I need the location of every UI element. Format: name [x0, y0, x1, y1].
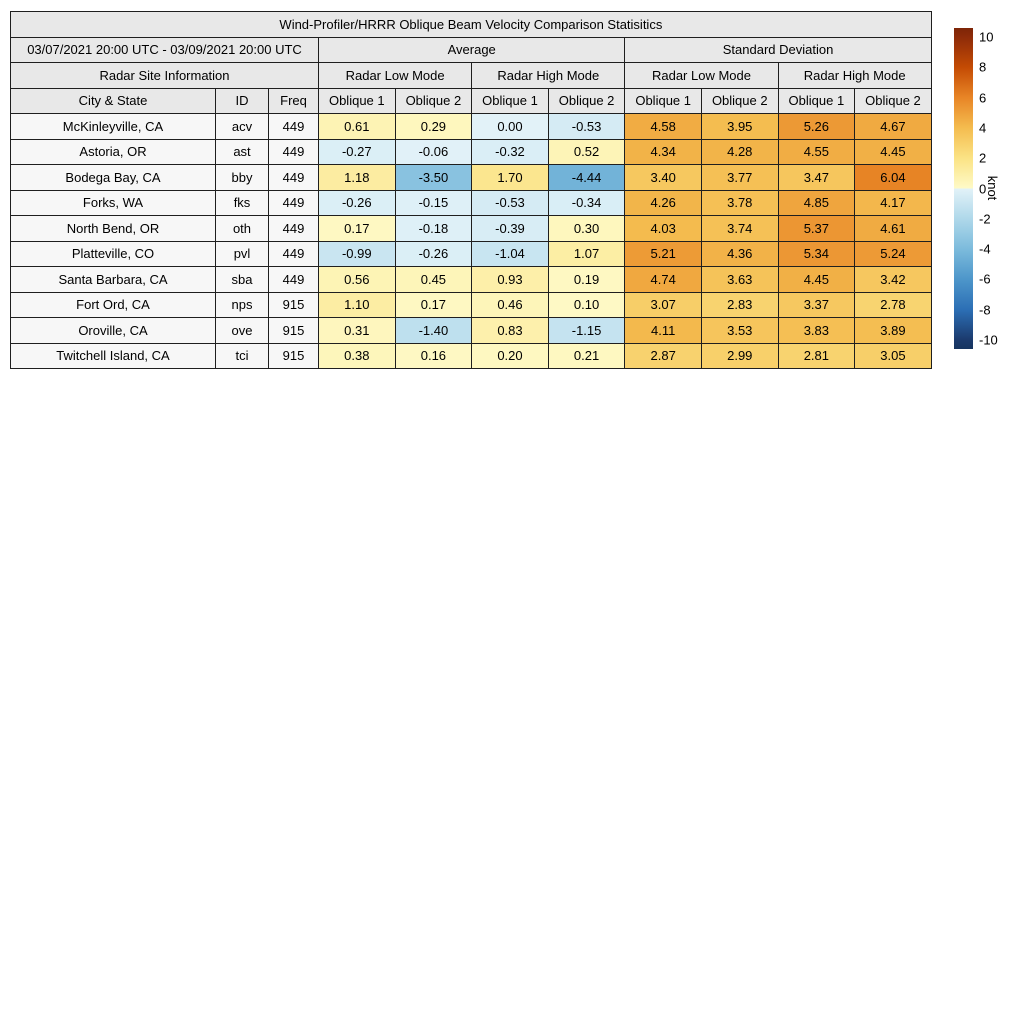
- date-range-cell: 03/07/2021 20:00 UTC - 03/09/2021 20:00 UTC: [11, 37, 319, 63]
- value-cell-sd_low_oblique2: 3.63: [701, 267, 778, 293]
- colorbar-tick-label: 8: [979, 59, 987, 75]
- city-cell: Fort Ord, CA: [11, 292, 216, 318]
- value-cell-average_low_oblique2: -3.50: [395, 165, 472, 191]
- value-cell-sd_high_oblique1: 5.26: [778, 114, 855, 140]
- statistics-table: [10, 11, 932, 369]
- id-cell: tci: [216, 343, 269, 369]
- value-cell-average_low_oblique2: -0.06: [395, 139, 472, 165]
- value-cell-sd_low_oblique1: 4.26: [625, 190, 702, 216]
- value-cell-average_low_oblique2: -1.40: [395, 318, 472, 344]
- value-cell-sd_low_oblique1: 4.58: [625, 114, 702, 140]
- value-cell-average_low_oblique1: 0.31: [319, 318, 396, 344]
- value-cell-average_low_oblique2: 0.45: [395, 267, 472, 293]
- sd-low-oblique2-header: Oblique 2: [701, 88, 778, 114]
- value-cell-average_low_oblique2: -0.26: [395, 241, 472, 267]
- avg-high-oblique2-header: Oblique 2: [548, 88, 625, 114]
- value-cell-sd_low_oblique2: 3.77: [701, 165, 778, 191]
- city-state-header: City & State: [11, 88, 216, 114]
- sd-low-mode-header: Radar Low Mode: [625, 63, 778, 89]
- column-header-row: [11, 88, 932, 114]
- group-header-row: [11, 37, 932, 63]
- value-cell-average_high_oblique1: 0.20: [472, 343, 549, 369]
- value-cell-average_low_oblique1: -0.27: [319, 139, 396, 165]
- id-cell: oth: [216, 216, 269, 242]
- table-row: [11, 292, 932, 318]
- value-cell-average_high_oblique1: -0.53: [472, 190, 549, 216]
- city-cell: Twitchell Island, CA: [11, 343, 216, 369]
- value-cell-average_high_oblique2: 1.07: [548, 241, 625, 267]
- id-cell: fks: [216, 190, 269, 216]
- value-cell-average_high_oblique1: 0.83: [472, 318, 549, 344]
- avg-high-mode-header: Radar High Mode: [472, 63, 625, 89]
- value-cell-sd_high_oblique1: 4.45: [778, 267, 855, 293]
- value-cell-average_high_oblique1: 0.00: [472, 114, 549, 140]
- table-row: [11, 114, 932, 140]
- table-title: Wind-Profiler/HRRR Oblique Beam Velocity Comparison Statisitics: [11, 12, 932, 38]
- id-cell: ove: [216, 318, 269, 344]
- value-cell-average_high_oblique1: -0.39: [472, 216, 549, 242]
- freq-cell: 449: [269, 267, 319, 293]
- value-cell-average_low_oblique1: 0.61: [319, 114, 396, 140]
- title-row: [11, 12, 932, 38]
- value-cell-average_low_oblique2: 0.17: [395, 292, 472, 318]
- freq-cell: 449: [269, 165, 319, 191]
- value-cell-sd_high_oblique2: 6.04: [855, 165, 932, 191]
- table-row: [11, 318, 932, 344]
- colorbar-tick-label: 10: [979, 29, 994, 45]
- city-cell: Forks, WA: [11, 190, 216, 216]
- value-cell-average_low_oblique1: 0.56: [319, 267, 396, 293]
- city-cell: Astoria, OR: [11, 139, 216, 165]
- colorbar-tick-label: 4: [979, 120, 987, 136]
- id-cell: bby: [216, 165, 269, 191]
- avg-low-mode-header: Radar Low Mode: [319, 63, 472, 89]
- value-cell-average_low_oblique2: -0.18: [395, 216, 472, 242]
- value-cell-sd_high_oblique2: 2.78: [855, 292, 932, 318]
- table-row: [11, 241, 932, 267]
- freq-header: Freq: [269, 88, 319, 114]
- freq-cell: 449: [269, 216, 319, 242]
- value-cell-sd_high_oblique2: 3.05: [855, 343, 932, 369]
- freq-cell: 449: [269, 190, 319, 216]
- id-cell: pvl: [216, 241, 269, 267]
- average-header: Average: [319, 37, 625, 63]
- colorbar-tick-label: 0: [979, 181, 987, 196]
- value-cell-sd_low_oblique1: 4.34: [625, 139, 702, 165]
- value-cell-sd_high_oblique2: 4.61: [855, 216, 932, 242]
- value-cell-sd_low_oblique2: 2.99: [701, 343, 778, 369]
- value-cell-average_low_oblique2: -0.15: [395, 190, 472, 216]
- value-cell-average_high_oblique2: -4.44: [548, 165, 625, 191]
- id-cell: sba: [216, 267, 269, 293]
- freq-cell: 915: [269, 292, 319, 318]
- value-cell-sd_high_oblique1: 3.83: [778, 318, 855, 344]
- value-cell-sd_high_oblique1: 3.47: [778, 165, 855, 191]
- id-header: ID: [216, 88, 269, 114]
- value-cell-average_high_oblique2: 0.19: [548, 267, 625, 293]
- value-cell-sd_low_oblique1: 4.74: [625, 267, 702, 293]
- value-cell-average_high_oblique2: 0.21: [548, 343, 625, 369]
- colorbar-unit-label: knot: [985, 175, 1000, 201]
- table-row: [11, 216, 932, 242]
- value-cell-average_high_oblique1: -0.32: [472, 139, 549, 165]
- value-cell-average_high_oblique2: -0.53: [548, 114, 625, 140]
- value-cell-sd_low_oblique2: 3.78: [701, 190, 778, 216]
- table-row: [11, 165, 932, 191]
- value-cell-sd_high_oblique2: 4.17: [855, 190, 932, 216]
- value-cell-sd_low_oblique2: 3.53: [701, 318, 778, 344]
- colorbar-tick-label: -8: [979, 302, 991, 318]
- value-cell-average_low_oblique1: 0.17: [319, 216, 396, 242]
- value-cell-average_low_oblique2: 0.16: [395, 343, 472, 369]
- value-cell-average_low_oblique2: 0.29: [395, 114, 472, 140]
- value-cell-sd_high_oblique1: 3.37: [778, 292, 855, 318]
- value-cell-average_high_oblique1: 0.93: [472, 267, 549, 293]
- avg-low-oblique1-header: Oblique 1: [319, 88, 396, 114]
- value-cell-average_high_oblique1: 0.46: [472, 292, 549, 318]
- table-row: [11, 139, 932, 165]
- sd-low-oblique1-header: Oblique 1: [625, 88, 702, 114]
- avg-high-oblique1-header: Oblique 1: [472, 88, 549, 114]
- mode-header-row: [11, 63, 932, 89]
- value-cell-sd_low_oblique1: 4.03: [625, 216, 702, 242]
- colorbar-tick-label: -6: [979, 271, 991, 287]
- city-cell: McKinleyville, CA: [11, 114, 216, 140]
- value-cell-average_high_oblique2: -1.15: [548, 318, 625, 344]
- city-cell: North Bend, OR: [11, 216, 216, 242]
- value-cell-sd_high_oblique2: 5.24: [855, 241, 932, 267]
- value-cell-sd_high_oblique1: 4.85: [778, 190, 855, 216]
- colorbar-tick-label: -2: [979, 211, 991, 227]
- colorbar-tick-label: -4: [979, 241, 991, 257]
- table-body: [11, 114, 932, 369]
- value-cell-sd_low_oblique2: 4.36: [701, 241, 778, 267]
- value-cell-average_high_oblique2: 0.30: [548, 216, 625, 242]
- std-dev-header: Standard Deviation: [625, 37, 931, 63]
- value-cell-average_low_oblique1: -0.26: [319, 190, 396, 216]
- freq-cell: 915: [269, 318, 319, 344]
- value-cell-sd_low_oblique1: 3.07: [625, 292, 702, 318]
- value-cell-sd_high_oblique1: 5.34: [778, 241, 855, 267]
- value-cell-sd_high_oblique2: 3.89: [855, 318, 932, 344]
- freq-cell: 915: [269, 343, 319, 369]
- value-cell-sd_low_oblique1: 5.21: [625, 241, 702, 267]
- sd-high-oblique1-header: Oblique 1: [778, 88, 855, 114]
- id-cell: nps: [216, 292, 269, 318]
- value-cell-sd_high_oblique1: 5.37: [778, 216, 855, 242]
- value-cell-sd_low_oblique1: 4.11: [625, 318, 702, 344]
- value-cell-sd_low_oblique1: 3.40: [625, 165, 702, 191]
- value-cell-average_high_oblique2: 0.52: [548, 139, 625, 165]
- value-cell-average_high_oblique2: 0.10: [548, 292, 625, 318]
- sd-high-oblique2-header: Oblique 2: [855, 88, 932, 114]
- value-cell-sd_high_oblique2: 3.42: [855, 267, 932, 293]
- table-row: [11, 190, 932, 216]
- value-cell-average_high_oblique1: 1.70: [472, 165, 549, 191]
- value-cell-average_high_oblique1: -1.04: [472, 241, 549, 267]
- id-cell: acv: [216, 114, 269, 140]
- value-cell-average_low_oblique1: 1.10: [319, 292, 396, 318]
- value-cell-average_low_oblique1: 0.38: [319, 343, 396, 369]
- id-cell: ast: [216, 139, 269, 165]
- value-cell-sd_low_oblique2: 4.28: [701, 139, 778, 165]
- table-row: [11, 343, 932, 369]
- freq-cell: 449: [269, 241, 319, 267]
- value-cell-sd_low_oblique2: 2.83: [701, 292, 778, 318]
- freq-cell: 449: [269, 139, 319, 165]
- value-cell-average_low_oblique1: 1.18: [319, 165, 396, 191]
- colorbar-tick-label: -10: [979, 332, 998, 348]
- value-cell-average_low_oblique1: -0.99: [319, 241, 396, 267]
- value-cell-sd_low_oblique2: 3.95: [701, 114, 778, 140]
- sd-high-mode-header: Radar High Mode: [778, 63, 931, 89]
- city-cell: Santa Barbara, CA: [11, 267, 216, 293]
- value-cell-sd_high_oblique1: 4.55: [778, 139, 855, 165]
- value-cell-average_high_oblique2: -0.34: [548, 190, 625, 216]
- site-info-header: Radar Site Information: [11, 63, 319, 89]
- city-cell: Platteville, CO: [11, 241, 216, 267]
- freq-cell: 449: [269, 114, 319, 140]
- value-cell-sd_high_oblique1: 2.81: [778, 343, 855, 369]
- value-cell-sd_high_oblique2: 4.45: [855, 139, 932, 165]
- city-cell: Bodega Bay, CA: [11, 165, 216, 191]
- table-row: [11, 267, 932, 293]
- city-cell: Oroville, CA: [11, 318, 216, 344]
- value-cell-sd_low_oblique1: 2.87: [625, 343, 702, 369]
- value-cell-sd_high_oblique2: 4.67: [855, 114, 932, 140]
- avg-low-oblique2-header: Oblique 2: [395, 88, 472, 114]
- colorbar-tick-label: 2: [979, 150, 987, 166]
- colorbar-tick-label: 6: [979, 90, 987, 106]
- value-cell-sd_low_oblique2: 3.74: [701, 216, 778, 242]
